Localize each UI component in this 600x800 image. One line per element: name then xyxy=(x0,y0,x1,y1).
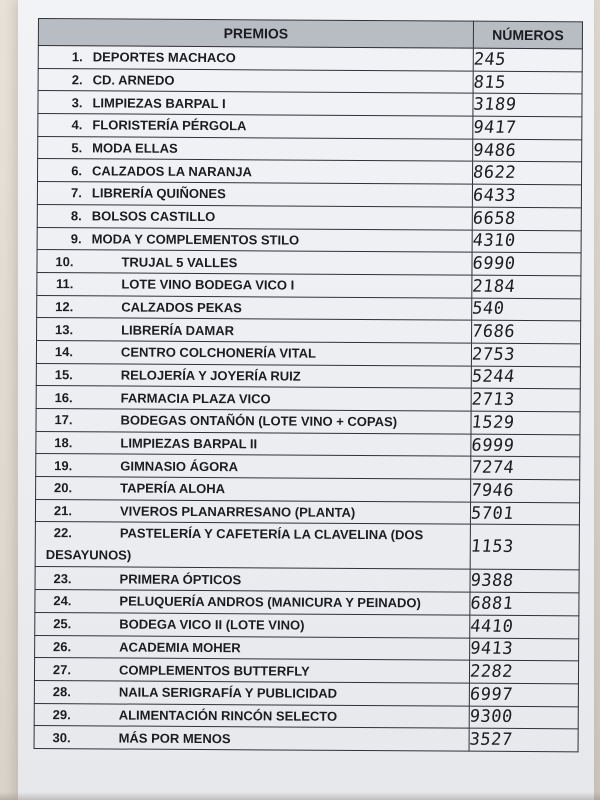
prize-cell xyxy=(38,68,473,93)
table-row xyxy=(38,46,582,72)
table-row xyxy=(37,250,581,276)
prize-number: 12. xyxy=(55,299,74,315)
table-header-row xyxy=(38,19,582,49)
prize-number: 15. xyxy=(54,367,73,383)
prize-number: 16. xyxy=(54,389,73,405)
ticket-number: 5701 xyxy=(469,503,516,524)
table-row xyxy=(35,522,579,570)
prize-cell xyxy=(36,363,471,388)
prize-cell xyxy=(35,522,470,570)
ticket-number-cell xyxy=(473,139,582,162)
prize-name: MODA Y COMPLEMENTOS STILO xyxy=(91,231,300,248)
prize-name: CALZADOS LA NARANJA xyxy=(92,163,252,180)
ticket-number: 6658 xyxy=(471,208,517,229)
prize-table xyxy=(34,18,583,752)
ticket-number: 3189 xyxy=(472,94,518,116)
ticket-number: 9417 xyxy=(472,117,518,138)
prize-name: ACADEMIA MOHER xyxy=(119,639,241,656)
table-row xyxy=(36,363,580,389)
ticket-number-cell xyxy=(470,615,579,638)
ticket-number-cell xyxy=(472,320,581,343)
prize-number: 11. xyxy=(55,276,74,292)
ticket-number-cell xyxy=(472,207,581,230)
ticket-number-cell xyxy=(469,706,578,729)
prize-cell xyxy=(37,250,472,275)
prize-number: 6. xyxy=(71,162,83,179)
prize-number: 10. xyxy=(55,253,74,269)
prize-cell xyxy=(36,477,471,502)
ticket-number: 8622 xyxy=(471,162,518,184)
table-row xyxy=(36,454,580,480)
prize-number: 25. xyxy=(53,616,72,632)
prize-name: PRIMERA ÓPTICOS xyxy=(119,571,242,588)
ticket-number: 4410 xyxy=(469,616,515,637)
table-row xyxy=(35,499,579,525)
table-row xyxy=(37,272,581,298)
ticket-number-cell xyxy=(470,502,579,525)
prize-number: 28. xyxy=(52,684,71,700)
prize-name-continued: DESAYUNOS) xyxy=(45,547,132,564)
ticket-number: 245 xyxy=(472,49,508,70)
prize-name: BOLSOS CASTILLO xyxy=(91,208,216,225)
ticket-number: 3527 xyxy=(468,729,514,750)
ticket-number: 4310 xyxy=(471,231,517,252)
table-row xyxy=(36,340,580,366)
ticket-number-cell xyxy=(471,434,580,457)
ticket-number: 7946 xyxy=(470,480,516,501)
table-row xyxy=(34,726,578,752)
table-row xyxy=(36,431,580,457)
ticket-number-cell xyxy=(472,275,581,298)
ticket-number: 9300 xyxy=(468,707,514,728)
prize-cell xyxy=(34,680,469,705)
prize-cell xyxy=(35,567,470,592)
prize-name: BODEGA VICO II (LOTE VINO) xyxy=(119,616,305,633)
header-numeros: NÚMEROS xyxy=(473,21,582,49)
prize-cell xyxy=(37,295,472,320)
prize-cell xyxy=(37,227,472,252)
prize-name: LIMPIEZAS BARPAL I xyxy=(92,95,226,111)
ticket-number-cell xyxy=(472,298,581,321)
prize-number: 3. xyxy=(71,94,83,110)
ticket-number-cell xyxy=(472,230,581,253)
table-row xyxy=(34,680,578,706)
prize-cell xyxy=(36,408,471,433)
prize-name: ALIMENTACIÓN RINCÓN SELECTO xyxy=(118,707,338,724)
ticket-number: 6990 xyxy=(471,253,517,274)
prize-cell xyxy=(37,204,472,229)
header-premios: PREMIOS xyxy=(38,19,473,49)
ticket-number: 2282 xyxy=(468,661,515,682)
ticket-number-cell xyxy=(469,728,578,751)
prize-number: 20. xyxy=(54,480,73,496)
prize-cell xyxy=(38,114,473,139)
ticket-number-cell xyxy=(471,388,580,411)
table-row xyxy=(37,182,581,208)
ticket-number-cell xyxy=(471,366,580,389)
table-row xyxy=(37,227,581,253)
prize-name: MÁS POR MENOS xyxy=(118,730,231,746)
table-row xyxy=(38,136,582,162)
prize-number: 8. xyxy=(70,208,82,224)
prize-cell xyxy=(37,318,472,343)
prize-number: 29. xyxy=(52,707,71,723)
prize-cell xyxy=(35,590,470,615)
table-row xyxy=(34,703,578,729)
table-row xyxy=(34,658,578,684)
prize-name: TAPERÍA ALOHA xyxy=(120,480,226,497)
prize-number: 21. xyxy=(53,503,73,519)
prize-number: 7. xyxy=(71,185,82,201)
prize-name: PELUQUERÍA ANDROS (MANICURA Y PEINADO) xyxy=(119,593,421,611)
prize-name: MODA ELLAS xyxy=(92,140,178,156)
prize-cell xyxy=(36,386,471,411)
prize-number: 13. xyxy=(54,321,74,337)
ticket-number: 9413 xyxy=(469,639,515,660)
ticket-number: 2753 xyxy=(470,344,517,365)
prize-number: 17. xyxy=(54,412,73,428)
prize-cell xyxy=(35,499,470,524)
prize-cell xyxy=(38,91,473,116)
prize-number: 24. xyxy=(53,593,72,609)
prize-name: LIMPIEZAS BARPAL II xyxy=(120,435,258,452)
prize-name: FLORISTERÍA PÉRGOLA xyxy=(92,117,247,134)
prize-number: 2. xyxy=(71,72,83,88)
prize-number: 26. xyxy=(53,638,72,655)
prize-name: NAILA SERIGRAFÍA Y PUBLICIDAD xyxy=(118,684,338,702)
ticket-number-cell xyxy=(469,683,578,706)
prize-number: 22. xyxy=(53,525,72,541)
ticket-number: 6997 xyxy=(468,684,514,705)
table-row xyxy=(37,318,581,344)
ticket-number-cell xyxy=(470,525,579,571)
prize-cell xyxy=(38,46,473,71)
prize-number: 14. xyxy=(54,344,74,360)
ticket-number-cell xyxy=(473,116,582,139)
ticket-number: 2184 xyxy=(471,276,517,297)
table-row xyxy=(38,159,582,185)
table-row xyxy=(38,91,582,117)
prize-number: 30. xyxy=(52,729,71,745)
prize-cell xyxy=(36,340,471,365)
table-row xyxy=(35,612,579,638)
ticket-number: 7686 xyxy=(470,321,517,343)
prize-cell xyxy=(38,159,473,184)
prize-cell xyxy=(34,703,469,728)
ticket-number: 540 xyxy=(471,299,506,320)
prize-name: LOTE VINO BODEGA VICO I xyxy=(121,276,295,293)
ticket-number: 6881 xyxy=(469,593,515,614)
prize-name: COMPLEMENTOS BUTTERFLY xyxy=(118,662,310,679)
ticket-number: 5244 xyxy=(470,367,516,388)
ticket-number: 9388 xyxy=(469,570,515,592)
ticket-number-cell xyxy=(473,94,582,117)
ticket-number-cell xyxy=(472,162,581,185)
prize-number: 5. xyxy=(71,140,83,156)
prize-name: VIVEROS PLANARRESANO (PLANTA) xyxy=(119,503,356,521)
prize-cell xyxy=(38,136,473,161)
ticket-number-cell xyxy=(470,592,579,615)
prize-number: 9. xyxy=(70,231,82,247)
prize-list xyxy=(34,18,580,752)
prize-number: 4. xyxy=(71,117,83,133)
ticket-number-cell xyxy=(470,638,579,661)
ticket-number: 6433 xyxy=(471,185,517,206)
prize-name: TRUJAL 5 VALLES xyxy=(121,254,238,270)
prize-number: 1. xyxy=(71,49,83,65)
ticket-number: 1529 xyxy=(470,412,516,433)
prize-name: CENTRO COLCHONERÍA VITAL xyxy=(120,344,317,361)
prize-cell xyxy=(35,635,470,660)
ticket-number-cell xyxy=(470,570,579,593)
prize-cell xyxy=(37,272,472,297)
prize-cell xyxy=(34,658,469,683)
ticket-number-cell xyxy=(471,479,580,502)
prize-name: DEPORTES MACHACO xyxy=(92,49,236,66)
prize-name: GIMNASIO ÁGORA xyxy=(120,458,239,474)
bottom-shadow xyxy=(0,792,600,800)
prize-cell xyxy=(36,431,471,456)
prize-number: 23. xyxy=(53,570,72,586)
prize-number: 18. xyxy=(54,435,73,451)
prize-cell xyxy=(35,612,470,637)
prize-name: BODEGAS ONTAÑÓN (LOTE VINO + COPAS) xyxy=(120,412,398,430)
table-row xyxy=(36,477,580,503)
prize-cell xyxy=(34,726,469,751)
prize-name: LIBRERÍA DAMAR xyxy=(121,322,235,338)
table-row xyxy=(35,635,579,661)
ticket-number-cell xyxy=(472,252,581,275)
ticket-number-cell xyxy=(471,411,580,434)
prize-name: CD. ARNEDO xyxy=(92,72,175,88)
prize-name: RELOJERÍA Y JOYERÍA RUIZ xyxy=(120,367,301,384)
table-row xyxy=(38,114,582,140)
table-row xyxy=(36,408,580,434)
prize-number: 19. xyxy=(54,457,73,473)
ticket-number-cell xyxy=(471,343,580,366)
ticket-number: 7274 xyxy=(470,457,516,479)
prize-name: FARMACIA PLAZA VICO xyxy=(120,390,271,407)
prize-number: 27. xyxy=(52,661,72,677)
ticket-number-cell xyxy=(473,71,582,94)
table-row xyxy=(35,590,579,616)
prize-name: LIBRERÍA QUIÑONES xyxy=(91,185,226,202)
ticket-number-cell xyxy=(472,184,581,207)
ticket-number-cell xyxy=(469,660,578,683)
ticket-number: 2713 xyxy=(470,389,516,411)
ticket-number-cell xyxy=(473,48,582,71)
table-row xyxy=(36,386,580,412)
ticket-number: 815 xyxy=(472,72,507,93)
ticket-number: 9486 xyxy=(472,140,518,161)
prize-name: PASTELERÍA Y CAFETERÍA LA CLAVELINA (DOS xyxy=(119,525,424,543)
prize-cell xyxy=(36,454,471,479)
table-row xyxy=(38,68,582,94)
table-row xyxy=(35,567,579,593)
prize-name: CALZADOS PEKAS xyxy=(121,299,242,316)
table-row xyxy=(37,204,581,230)
ticket-number-cell xyxy=(471,457,580,480)
table-row xyxy=(37,295,581,321)
prize-cell xyxy=(37,182,472,207)
ticket-number: 1153 xyxy=(469,537,515,558)
ticket-number: 6999 xyxy=(470,435,516,456)
